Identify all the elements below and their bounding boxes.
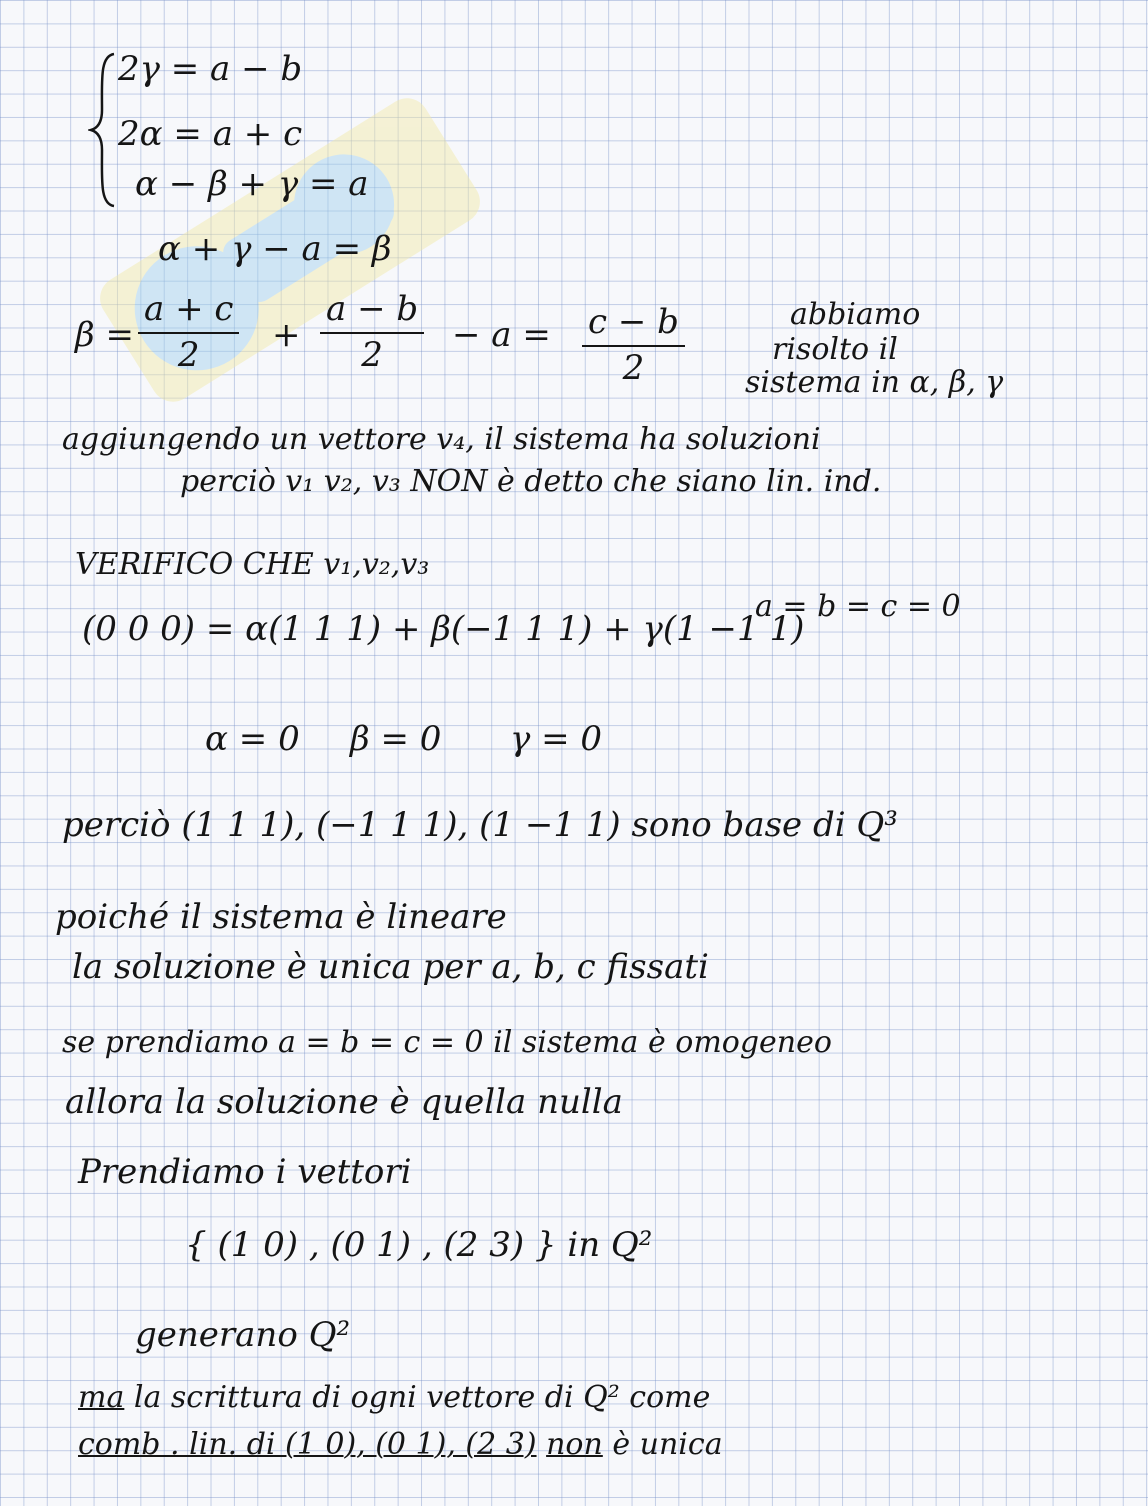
linear-combination-equation: (0 0 0) = α(1 1 1) + β(−1 1 1) + γ(1 −1 1) <box>82 609 805 649</box>
system-eq-2: 2α = a + c <box>118 114 303 154</box>
but-writing-line <box>78 1380 711 1415</box>
but-writing-rest: la scrittura di ogni vettore di Q² come <box>133 1380 711 1415</box>
ma-underlined: ma <box>78 1380 125 1415</box>
plus-sign: + <box>272 315 301 355</box>
fraction-numerator: a + c <box>138 292 239 334</box>
note-solved-2: risolto il <box>772 332 898 367</box>
alpha-zero: α = 0 <box>205 719 300 759</box>
non-underlined: non <box>546 1427 603 1462</box>
system-eq-3: α − β + γ = a <box>135 164 369 204</box>
comb-start: comb . lin. di (1 0), (0 1), (2 3) <box>78 1427 537 1462</box>
note-solved-3: sistema in α, β, γ <box>745 365 1004 400</box>
beta-rearranged: α + γ − a = β <box>158 229 392 269</box>
not-independent-line: perciò v₁ v₂, v₃ NON è detto che siano lin. ind. <box>180 464 882 499</box>
system-brace <box>88 50 118 210</box>
homogeneous-line: se prendiamo a = b = c = 0 il sistema è omogeneo <box>62 1025 832 1060</box>
vector-set-line: { (1 0) , (0 1) , (2 3) } in Q² <box>185 1225 653 1265</box>
note-solved-1: abbiamo <box>790 297 921 332</box>
abc-zero: a = b = c = 0 <box>755 589 961 624</box>
beta-lhs: β = <box>75 315 134 355</box>
null-solution-line: allora la soluzione è quella nulla <box>65 1082 623 1122</box>
system-eq-1: 2γ = a − b <box>118 49 303 89</box>
unique-solution-line: la soluzione è unica per a, b, c fissati <box>72 947 709 987</box>
fraction-numerator: a − b <box>320 292 424 334</box>
comb-end: è unica <box>612 1427 723 1462</box>
fraction-a-minus-b <box>320 289 424 375</box>
verify-line: VERIFICO CHE v₁,v₂,v₃ <box>75 547 430 582</box>
fraction-denominator: 2 <box>622 347 645 388</box>
linear-system-line: poiché il sistema è lineare <box>55 897 507 937</box>
beta-zero: β = 0 <box>350 719 442 759</box>
comb-line <box>78 1427 723 1462</box>
basis-line: perciò (1 1 1), (−1 1 1), (1 −1 1) sono base di Q³ <box>62 805 898 845</box>
fraction-a-plus-c <box>138 289 239 375</box>
minus-a-equals: − a = <box>452 315 551 355</box>
fraction-denominator: 2 <box>177 334 200 375</box>
generate-line: generano Q² <box>135 1315 351 1355</box>
fraction-denominator: 2 <box>361 334 383 375</box>
fraction-c-minus-b <box>582 302 685 388</box>
fraction-numerator: c − b <box>582 305 685 347</box>
gamma-zero: γ = 0 <box>510 719 603 759</box>
take-vectors-line: Prendiamo i vettori <box>78 1152 412 1192</box>
adding-vector-line: aggiungendo un vettore v₄, il sistema ha soluzioni <box>62 422 821 457</box>
